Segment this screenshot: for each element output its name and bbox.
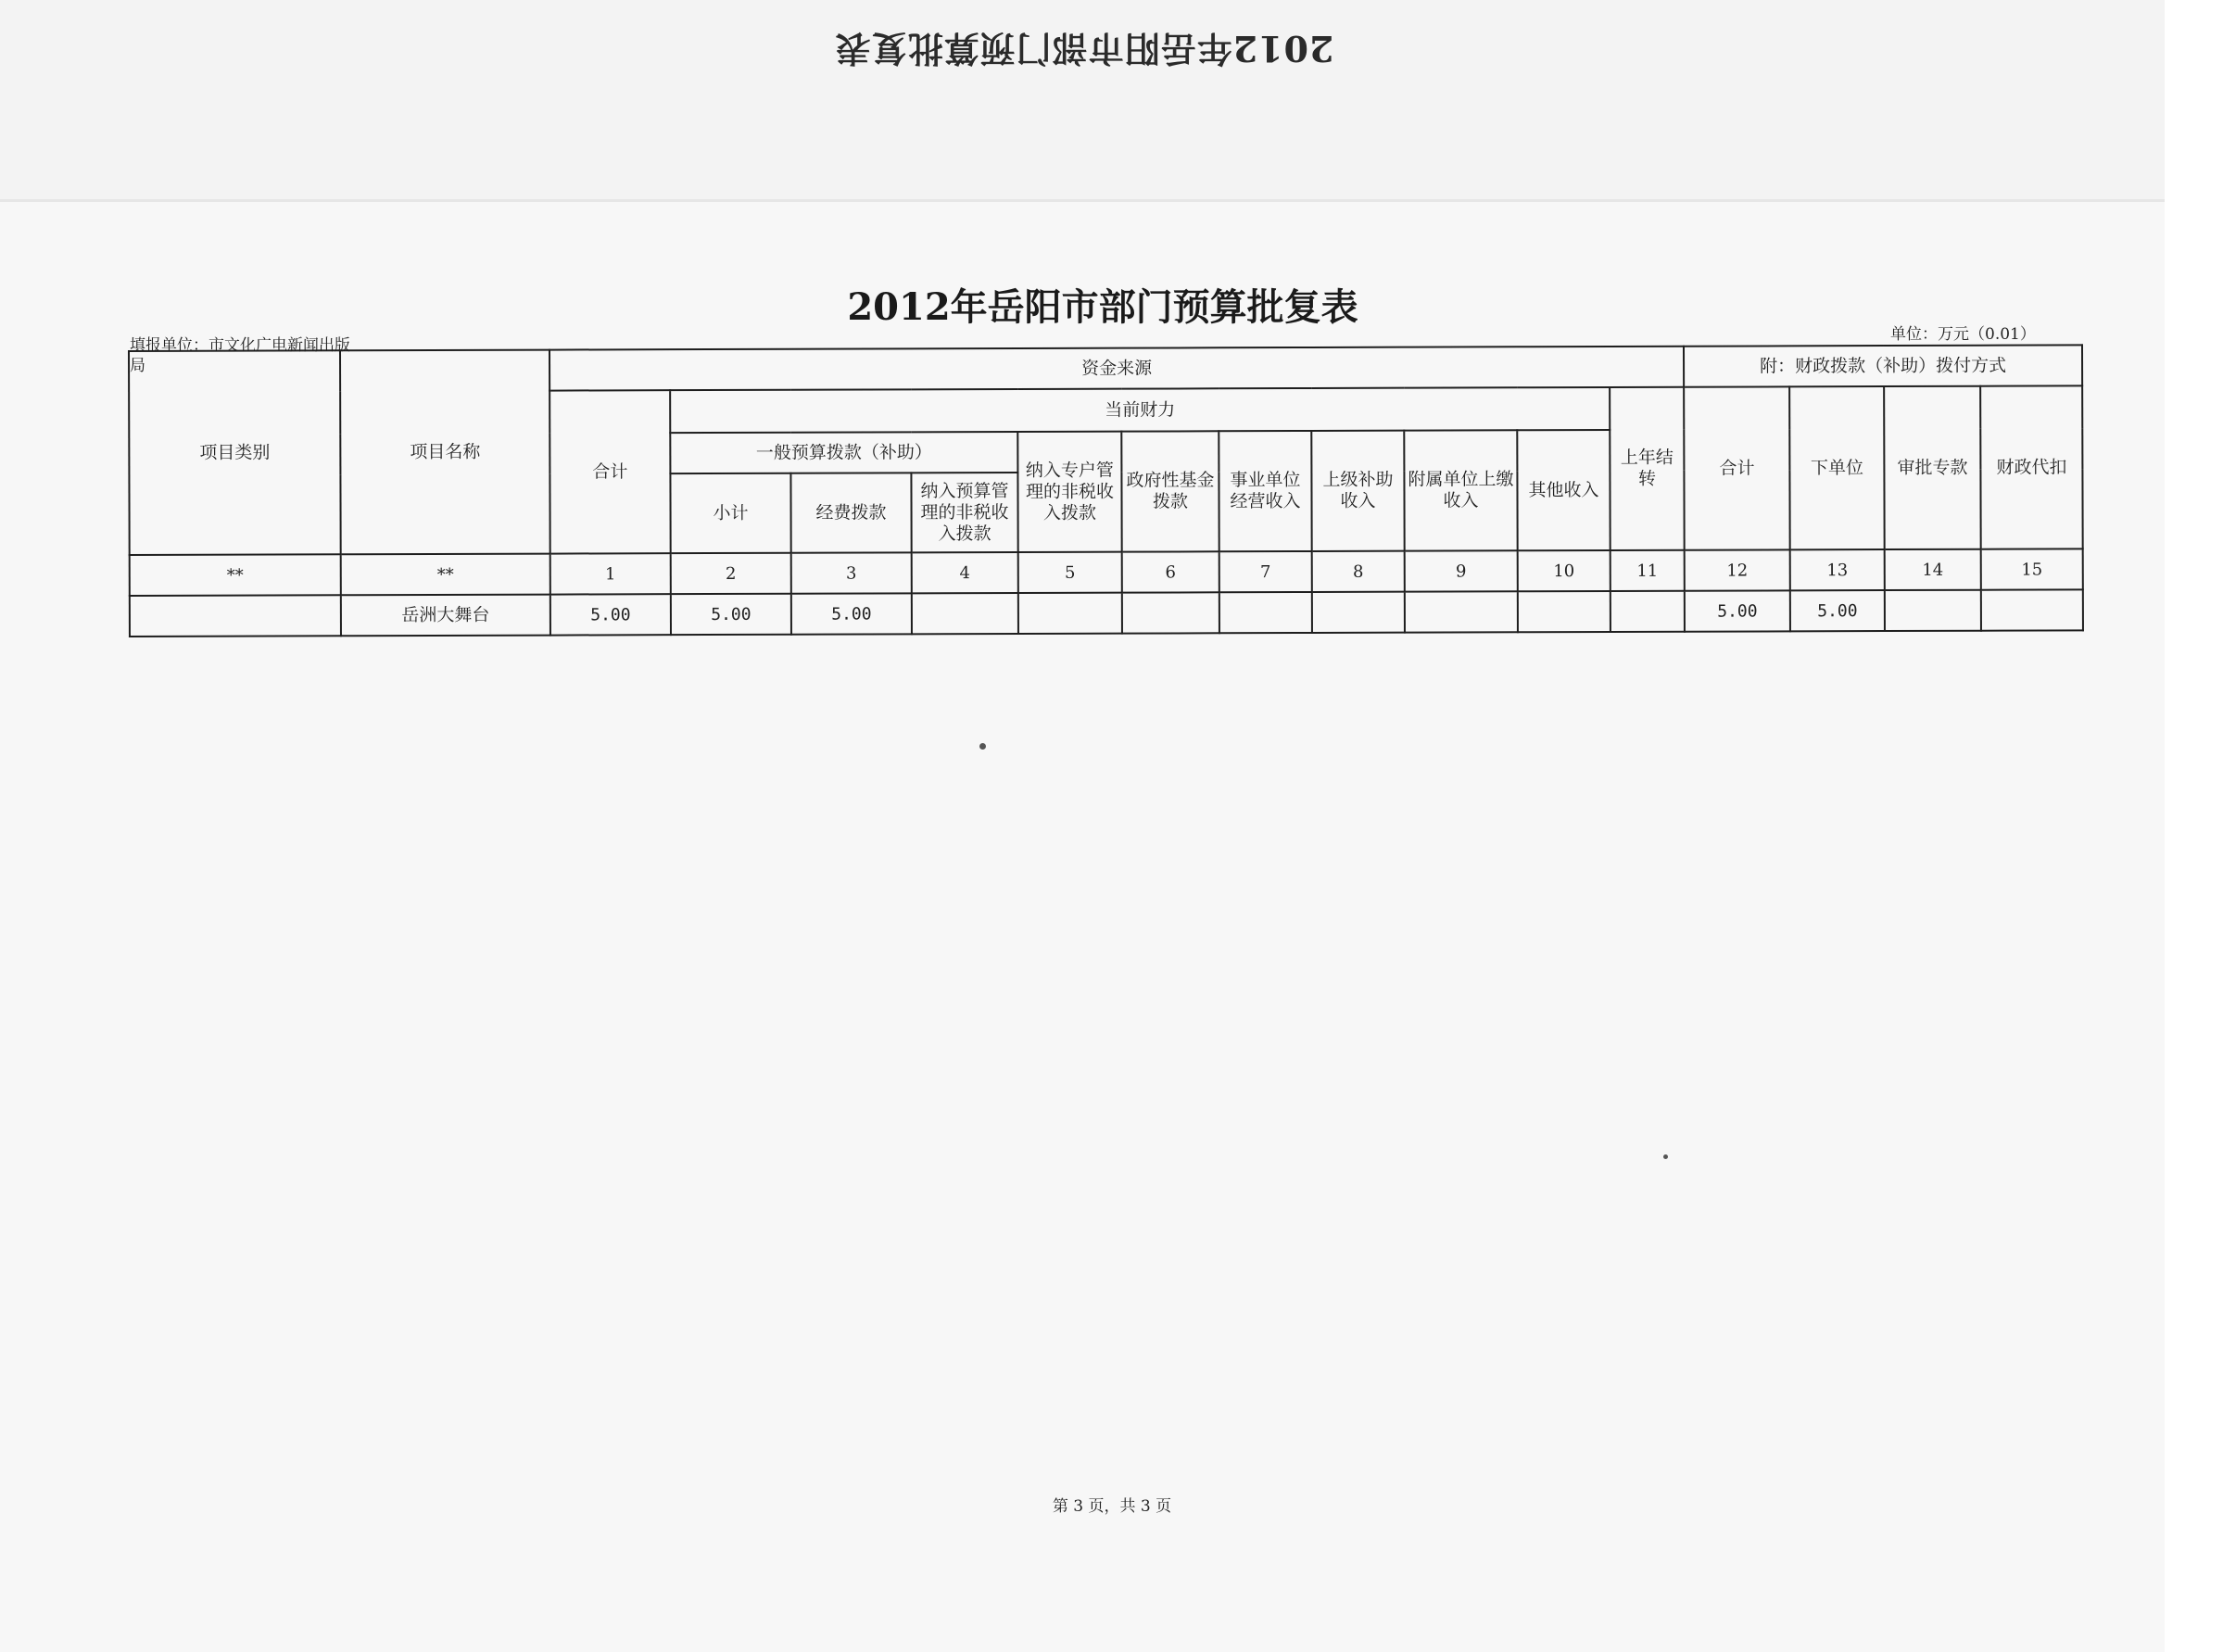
header-payment-method: 附：财政拨款（补助）拨付方式 [1684, 345, 2082, 386]
scan-speck [979, 743, 986, 750]
header-current-finance: 当前财力 [670, 387, 1610, 433]
index-cell: 3 [791, 552, 912, 593]
table-row [130, 589, 2083, 637]
header-expense-allocation: 经费拨款 [790, 473, 911, 552]
header-superior-subsidy: 上级补助收入 [1311, 431, 1404, 551]
row-cell [1405, 591, 1518, 632]
header-affiliated-income: 附属单位上缴收入 [1404, 430, 1517, 550]
index-cell: 15 [1981, 549, 2083, 589]
row-cell: 5.00 [550, 594, 671, 635]
header-name: 项目名称 [340, 350, 550, 555]
row-cell: 5.00 [671, 594, 791, 635]
scan-margin [2165, 0, 2223, 1652]
header-pay-total: 合计 [1684, 386, 1790, 549]
row-cell [1312, 592, 1405, 633]
index-cell: 14 [1885, 549, 1981, 590]
index-cell: 8 [1312, 551, 1405, 592]
page-footer: 第 3 页，共 3 页 [1052, 1497, 1172, 1516]
row-cell [1981, 589, 2083, 630]
index-cell: 12 [1685, 549, 1790, 590]
header-general-budget: 一般预算拨款（补助） [670, 432, 1017, 473]
header-carryover: 上年结转 [1610, 387, 1685, 550]
index-cell: 9 [1405, 550, 1518, 591]
row-name: 岳洲大舞台 [341, 595, 550, 637]
row-cell [1122, 592, 1219, 633]
upside-down-header: 2012年岳阳市部门预算批复表 [834, 28, 1334, 69]
header-approval-special: 审批专款 [1884, 386, 1981, 549]
header-special-acct-nontax: 纳入专户管理的非税收入拨款 [1017, 432, 1121, 552]
scan-speck [1663, 1154, 1668, 1159]
index-cell: 11 [1610, 550, 1685, 591]
row-cell [912, 593, 1018, 634]
header-category: 项目类别 [129, 350, 341, 555]
header-business-income: 事业单位经营收入 [1219, 431, 1311, 551]
header-total: 合计 [549, 390, 671, 553]
row-cell: 5.00 [1790, 590, 1885, 631]
index-cell: 6 [1122, 551, 1219, 592]
index-cell: 10 [1518, 550, 1610, 591]
index-cell: 2 [671, 553, 791, 594]
index-cell: 1 [550, 553, 671, 594]
row-cell [1018, 593, 1122, 634]
header-finance-withhold: 财政代扣 [1980, 385, 2083, 549]
row-cell: 5.00 [1685, 590, 1790, 631]
row-cell [1885, 590, 1981, 631]
index-cell: 4 [912, 552, 1018, 593]
budget-table [128, 344, 2084, 637]
header-other-income: 其他收入 [1517, 430, 1610, 550]
fill-unit-label: 填报单位：市文化广电新闻出版局 [130, 336, 350, 375]
header-fund-source: 资金来源 [549, 347, 1684, 391]
row-cell: 5.00 [791, 593, 912, 634]
row-category [130, 595, 341, 637]
header-lower-unit: 下单位 [1789, 386, 1885, 549]
header-subtotal: 小计 [670, 473, 790, 553]
header-budget-mgmt-nontax: 纳入预算管理的非税收入拨款 [911, 473, 1017, 552]
header-gov-fund: 政府性基金拨款 [1121, 431, 1219, 551]
index-cell: ** [130, 554, 341, 596]
index-cell: 7 [1219, 551, 1312, 592]
unit-label: 单位：万元（0.01） [1890, 325, 2036, 344]
row-cell [1518, 591, 1610, 632]
page-title: 2012年岳阳市部门预算批复表 [847, 285, 1358, 329]
index-row [130, 549, 2083, 596]
index-cell: ** [341, 554, 550, 596]
row-cell [1219, 592, 1312, 633]
row-cell [1610, 591, 1685, 632]
index-cell: 13 [1790, 549, 1885, 590]
index-cell: 5 [1018, 552, 1122, 593]
